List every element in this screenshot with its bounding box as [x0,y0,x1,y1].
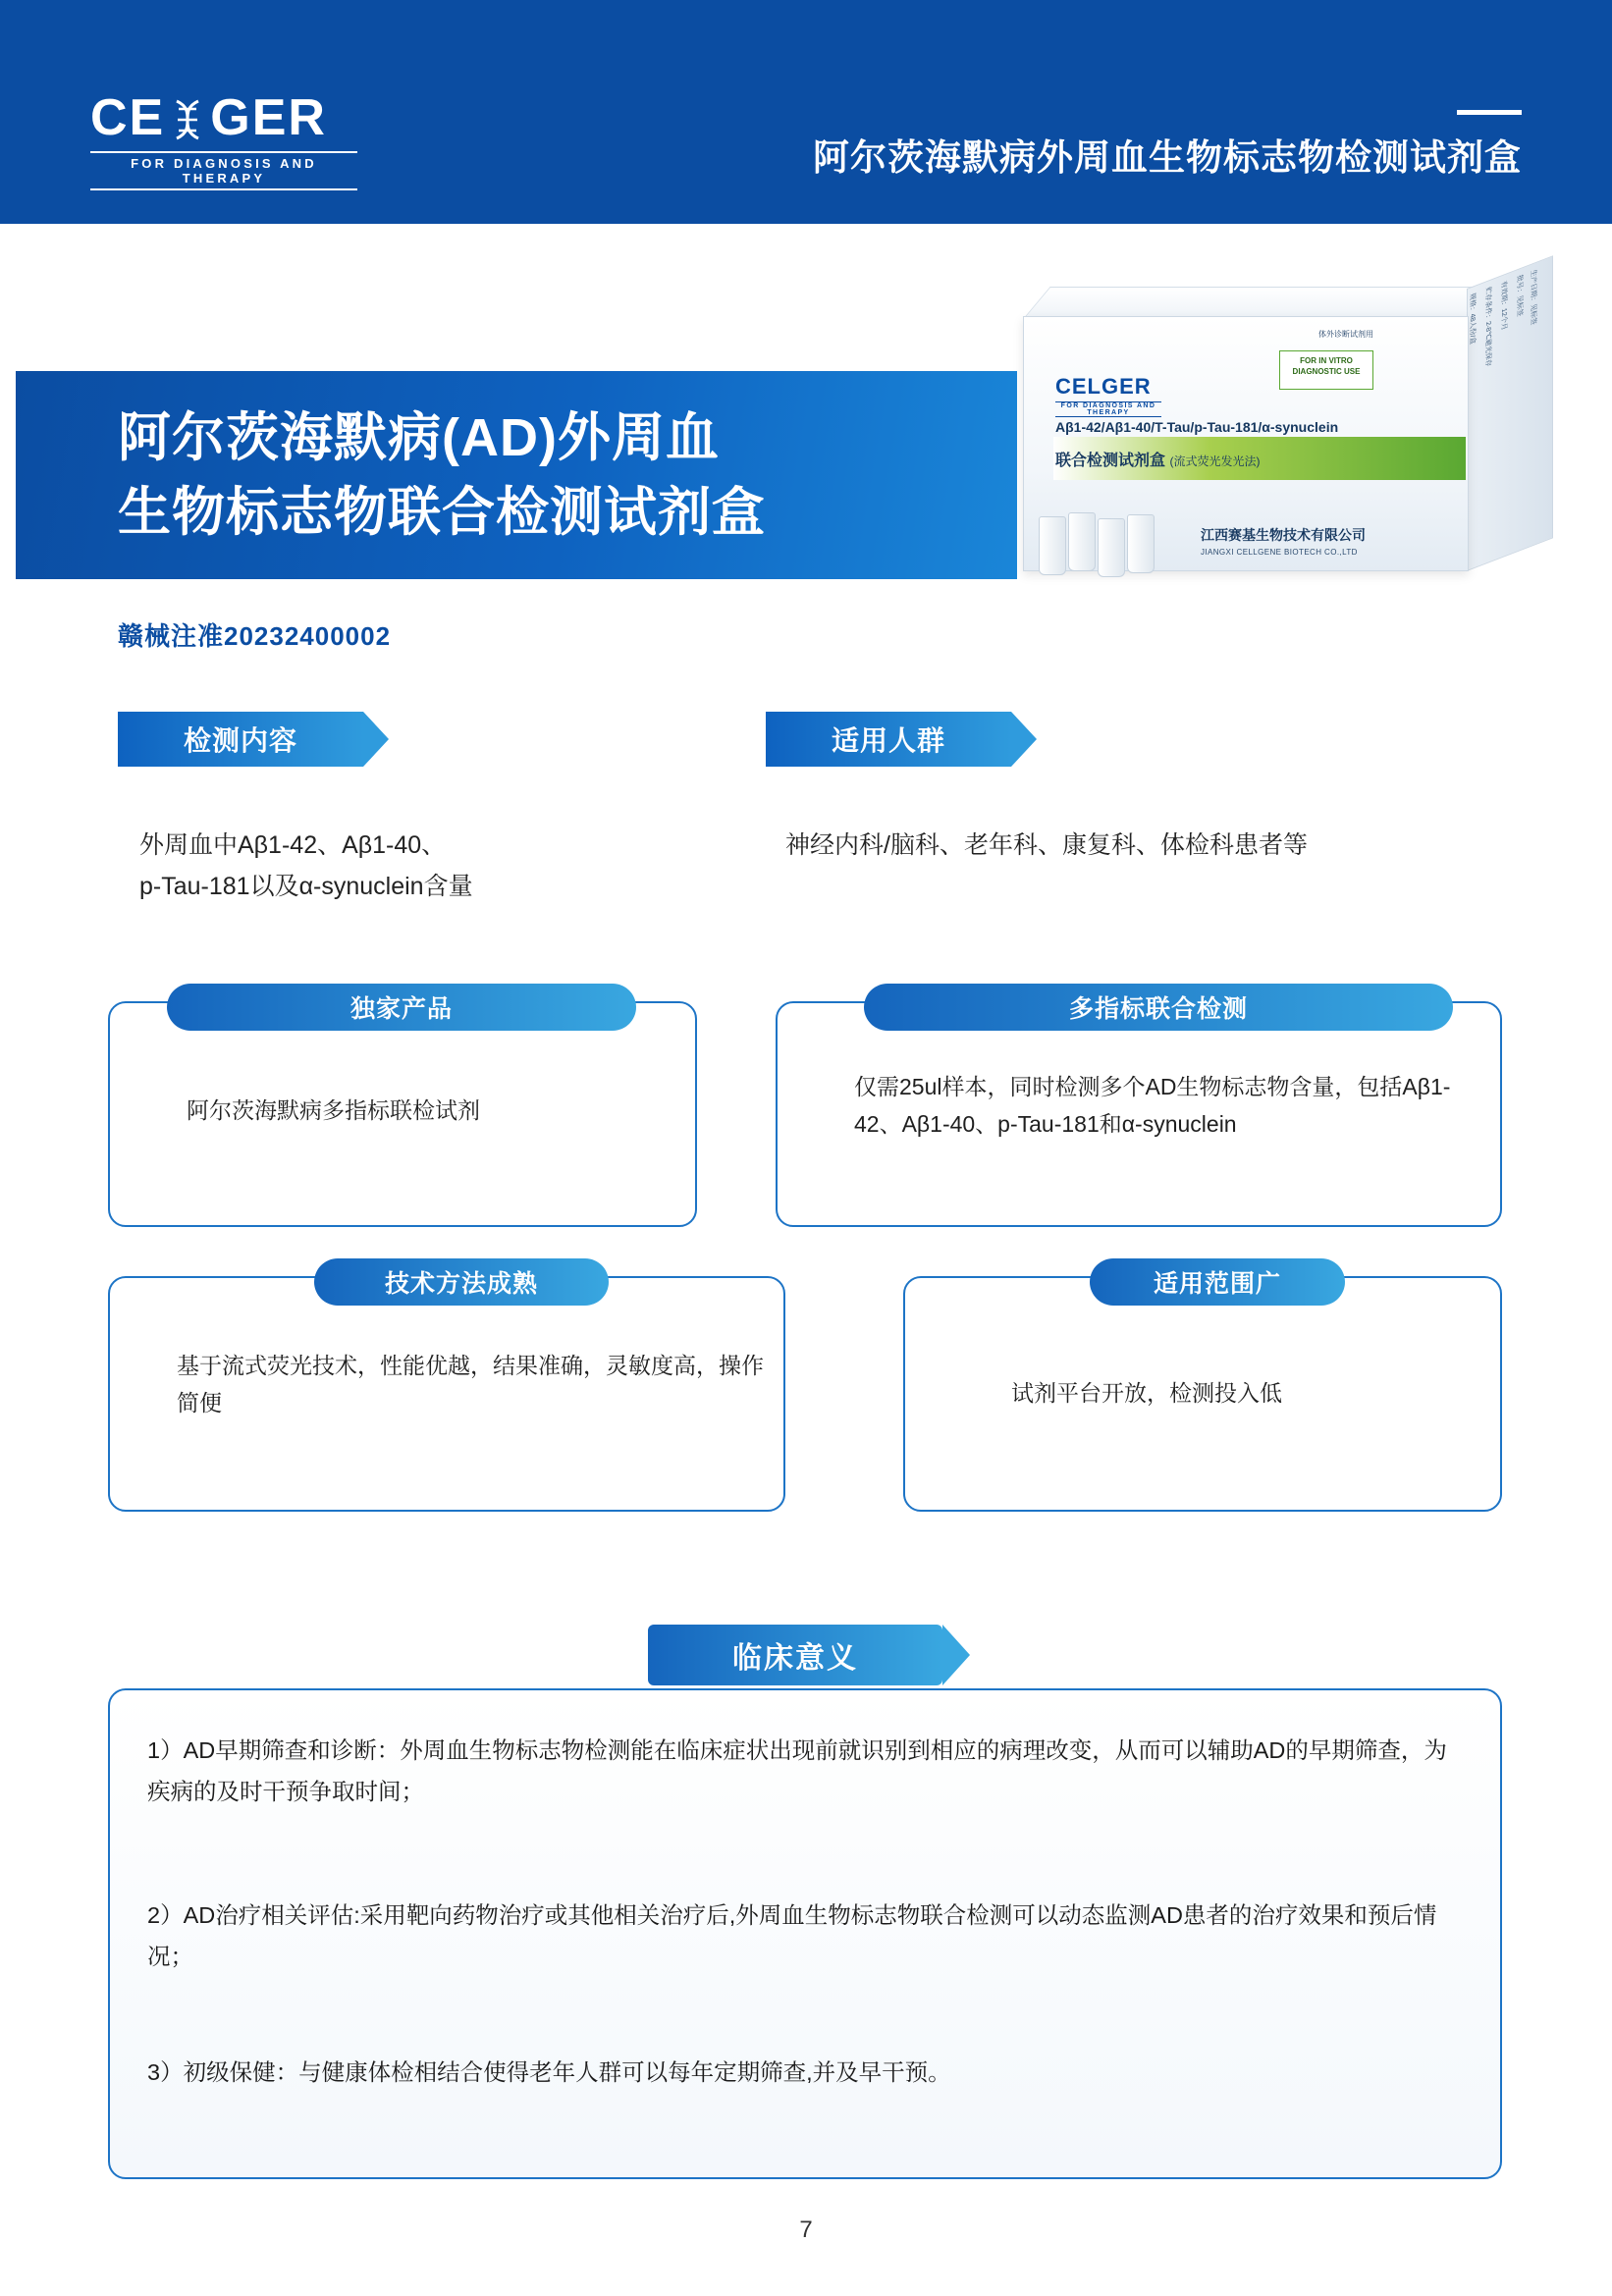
box-side-text-3: 有效期：12个月 [1500,280,1507,332]
box-side-text-1: 规格：48人份/盒 [1469,292,1476,346]
box-ivd-line2: DIAGNOSTIC USE [1292,367,1361,376]
page-header [0,0,1612,224]
clinical-item-1: 1）AD早期筛查和诊断：外周血生物标志物检测能在临床症状出现前就识别到相应的病理改变，从而可以辅助AD的早期筛查，为疾病的及时干预争取时间； [147,1737,1447,1804]
feature-card-1-text: 阿尔茨海默病多指标联检试剂 [187,1097,480,1123]
feature-card-2-text: 仅需25ul样本，同时检测多个AD生物标志物含量，包括Aβ1-42、Aβ1-40、p-Tau-181和α-synuclein [854,1074,1451,1137]
product-title-line1: 阿尔茨海默病(AD)外周血 [118,408,720,467]
feature-card-3-text: 基于流式荧光技术，性能优越，结果准确，灵敏度高，操作简便 [177,1353,764,1415]
reagent-tubes-graphic [1039,512,1186,581]
product-box-image [1011,268,1561,595]
dna-helix-icon [165,97,210,142]
detection-line1: 外周血中Aβ1-42、Aβ1-40、 [139,831,447,859]
box-company-name [1201,525,1366,557]
logo-wordmark [90,90,385,145]
feature-card-1-tag: 独家产品 [167,984,636,1031]
clinical-item-2: 2）AD治疗相关评估:采用靶向药物治疗或其他相关治疗后,外周血生物标志物联合检测可以动态监测AD患者的治疗效果和预后情况； [147,1902,1437,1969]
box-brand-tagline: FOR DIAGNOSIS AND THERAPY [1055,401,1161,417]
company-logo [90,89,385,186]
section-tag-population: 适用人群 [766,712,1011,767]
clinical-item-3: 3）初级保健：与健康体检相结合使得老年人群可以每年定期筛查,并及早干预。 [147,2059,951,2085]
logo-tagline: FOR DIAGNOSIS AND THERAPY [90,151,357,190]
box-brand-text: CELGER [1055,374,1152,399]
box-company-cn: 江西赛基生物技术有限公司 [1201,527,1366,543]
page-number: 7 [799,2216,813,2243]
header-accent-bar [1457,110,1522,115]
logo-text-part: CE [90,89,166,146]
box-side-text-2: 贮存条件：2-8℃避光保存 [1484,286,1491,369]
box-side-text-4: 批号：见标签 [1516,274,1523,318]
product-title-line2: 生物标志物联合检测试剂盒 [118,483,766,542]
section-body-population: 神经内科/脑科、老年科、康复科、体检科患者等 [785,831,1308,859]
box-side-text-5: 生产日期：见标签 [1530,268,1536,327]
box-product-name [1055,448,1260,470]
box-side-face [1467,255,1553,571]
header-title: 阿尔茨海默病外周血生物标志物检测试剂盒 [813,137,1522,178]
box-ivd-cn-label: 体外诊断试剂用 [1318,330,1373,339]
box-ivd-badge [1279,350,1373,390]
feature-card-2-tag: 多指标联合检测 [864,984,1453,1031]
registration-number: 赣械注准20232400002 [118,621,392,651]
feature-card-4-text: 试剂平台开放，检测投入低 [1011,1380,1282,1406]
section-body-detection [139,825,689,907]
section-tag-detection: 检测内容 [118,712,363,767]
box-company-en: JIANGXI CELLGENE BIOTECH CO.,LTD [1201,548,1358,557]
box-top-face [1023,287,1496,319]
feature-card-4-tag: 适用范围广 [1090,1258,1345,1306]
product-title-banner [16,371,1017,579]
feature-card-3-tag: 技术方法成熟 [314,1258,609,1306]
box-product-name-main: 联合检测试剂盒 [1055,453,1166,469]
box-analytes-line: Aβ1-42/Aβ1-40/T-Tau/p-Tau-181/α-synuclein [1055,419,1339,435]
box-ivd-line1: FOR IN VITRO [1300,356,1353,365]
logo-text-part2: GER [210,89,327,146]
box-product-method: (流式荧光发光法) [1169,454,1261,468]
detection-line2: p-Tau-181以及α-synuclein含量 [139,873,473,900]
clinical-significance-tag: 临床意义 [648,1625,942,1685]
box-brand-logo [1055,374,1161,417]
